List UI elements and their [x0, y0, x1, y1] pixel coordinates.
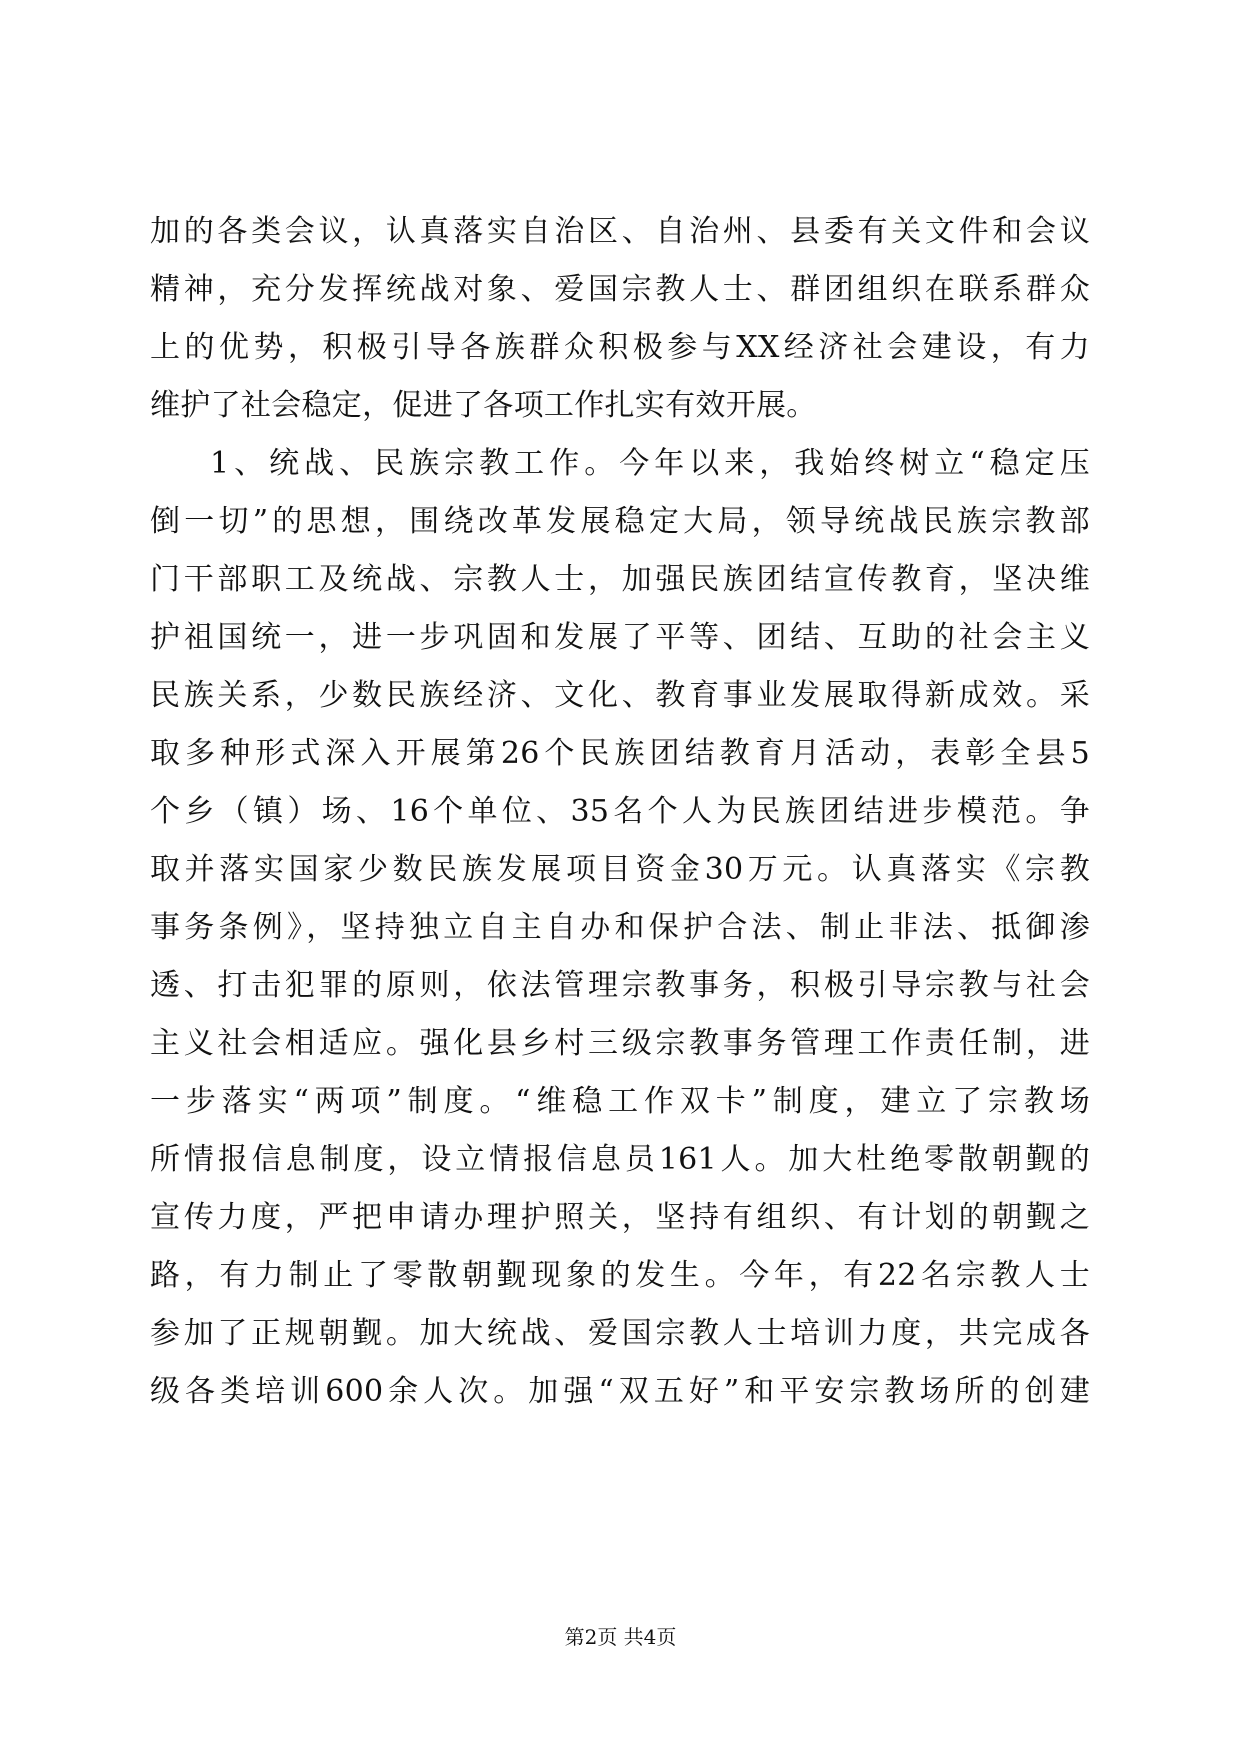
body-text-line: 护祖国统一，进一步巩固和发展了平等、团结、互助的社会主义	[150, 620, 1090, 655]
body-text-line: 取多种形式深入开展第26个民族团结教育月活动，表彰全县5	[150, 736, 1090, 771]
body-text-line: 所情报信息制度，设立情报信息员161人。加大杜绝零散朝觐的	[150, 1142, 1090, 1177]
body-text-line: 参加了正规朝觐。加大统战、爱国宗教人士培训力度，共完成各	[150, 1316, 1090, 1351]
body-text-line: 1、统战、民族宗教工作。今年以来，我始终树立“稳定压	[210, 446, 1090, 481]
body-text-line: 事务条例》，坚持独立自主自办和保护合法、制止非法、抵御渗	[150, 910, 1090, 945]
body-text-line: 一步落实“两项”制度。“维稳工作双卡”制度，建立了宗教场	[150, 1084, 1090, 1119]
body-text-line: 级各类培训600余人次。加强“双五好”和平安宗教场所的创建	[150, 1374, 1090, 1409]
body-text-line: 精神，充分发挥统战对象、爱国宗教人士、群团组织在联系群众	[150, 272, 1090, 307]
body-text-line: 个乡（镇）场、16个单位、35名个人为民族团结进步模范。争	[150, 794, 1090, 829]
body-text-line: 主义社会相适应。强化县乡村三级宗教事务管理工作责任制，进	[150, 1026, 1090, 1061]
body-text-line: 倒一切”的思想，围绕改革发展稳定大局，领导统战民族宗教部	[150, 504, 1090, 539]
body-text-line: 维护了社会稳定，促进了各项工作扎实有效开展。	[150, 388, 817, 423]
body-text-line: 加的各类会议，认真落实自治区、自治州、县委有关文件和会议	[150, 214, 1090, 249]
body-text-line: 宣传力度，严把申请办理护照关，坚持有组织、有计划的朝觐之	[150, 1200, 1090, 1235]
body-text-line: 取并落实国家少数民族发展项目资金30万元。认真落实《宗教	[150, 852, 1090, 887]
body-text-line: 门干部职工及统战、宗教人士，加强民族团结宣传教育，坚决维	[150, 562, 1090, 597]
body-text-line: 上的优势，积极引导各族群众积极参与XX经济社会建设，有力	[150, 330, 1090, 365]
page-number-footer: 第2页 共4页	[564, 1625, 677, 1649]
body-text-line: 透、打击犯罪的原则，依法管理宗教事务，积极引导宗教与社会	[150, 968, 1090, 1003]
body-text-line: 路，有力制止了零散朝觐现象的发生。今年，有22名宗教人士	[150, 1258, 1090, 1293]
body-text-line: 民族关系，少数民族经济、文化、教育事业发展取得新成效。采	[150, 678, 1090, 713]
